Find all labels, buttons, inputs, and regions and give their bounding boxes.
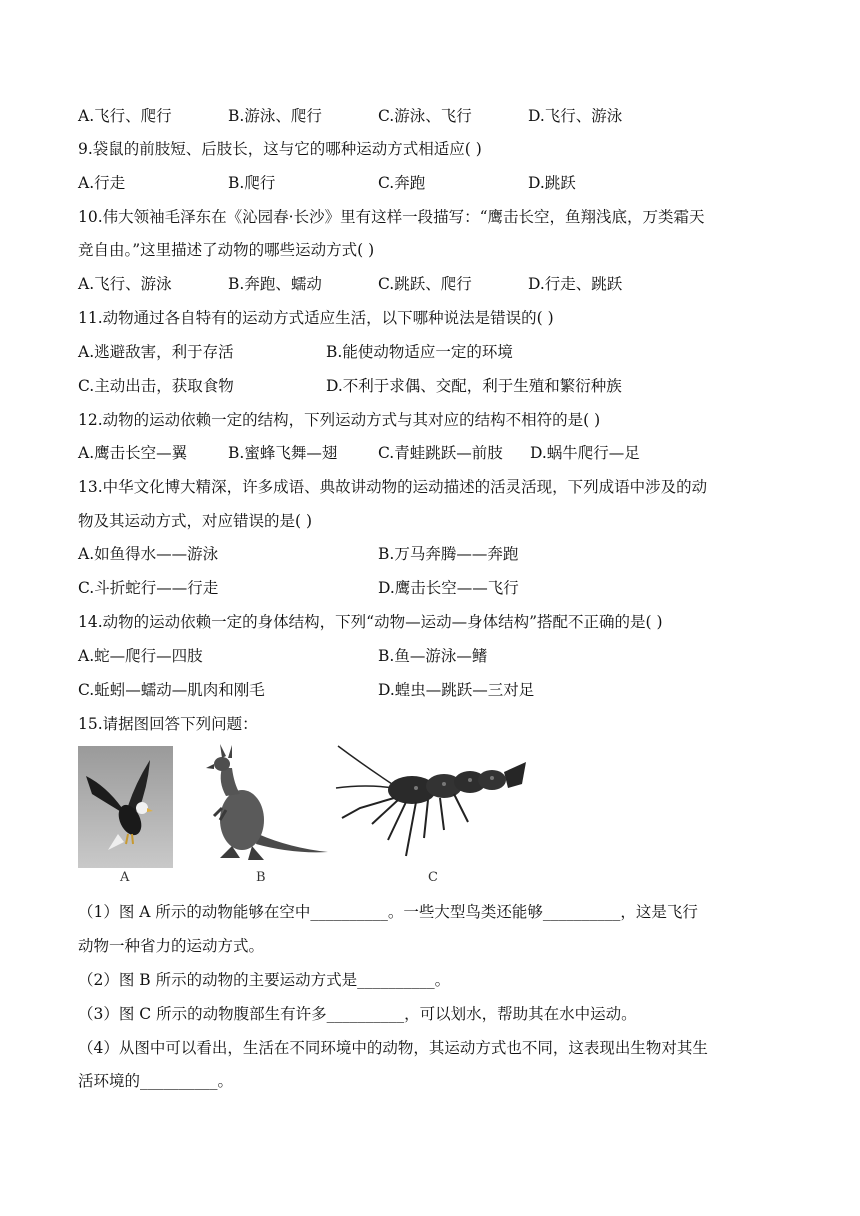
q14-option-c: C.蚯蚓—蠕动—肌肉和刚毛 — [78, 681, 265, 699]
q10-option-c: C.跳跃、爬行 — [378, 275, 472, 293]
q12-stem: 12.动物的运动依赖一定的结构，下列运动方式与其对应的结构不相符的是( ) — [78, 411, 601, 429]
q13-option-d: D.鹰击长空——飞行 — [378, 579, 519, 597]
q12-option-d: D.蜗牛爬行—足 — [530, 444, 640, 462]
q10-stem-line2: 竞自由。”这里描述了动物的哪些运动方式( ) — [78, 241, 375, 259]
q9-option-c: C.奔跑 — [378, 174, 426, 192]
eagle-image — [78, 746, 173, 868]
q10-option-b: B.奔跑、蠕动 — [228, 275, 322, 293]
figure-label-b: B — [256, 870, 266, 885]
q11-stem: 11.动物通过各自特有的运动方式适应生活，以下哪种说法是错误的( ) — [78, 309, 554, 327]
q8-option-d: D.飞行、游泳 — [528, 107, 623, 125]
q11-options-row1 — [78, 342, 798, 362]
q11-option-a: A.逃避敌害，利于存活 — [78, 343, 234, 361]
q15-sub2: （2）图 B 所示的动物的主要运动方式是__________。 — [78, 971, 451, 989]
q12-options — [78, 443, 798, 463]
q13-option-b: B.万马奔腾——奔跑 — [378, 545, 519, 563]
q10-option-a: A.飞行、游泳 — [78, 275, 172, 293]
q10-option-d: D.行走、跳跃 — [528, 275, 623, 293]
q13-options-row2 — [78, 578, 798, 598]
q12-option-b: B.蜜蜂飞舞—翅 — [228, 444, 338, 462]
q10-options — [78, 274, 798, 294]
q15-stem: 15.请据图回答下列问题： — [78, 715, 258, 733]
q15-sub3: （3）图 C 所示的动物腹部生有许多__________，可以划水，帮助其在水中运动。 — [78, 1005, 637, 1023]
q9-option-d: D.跳跃 — [528, 174, 576, 192]
q12-option-a: A.鹰击长空—翼 — [78, 444, 188, 462]
q15-sub1-line2: 动物一种省力的运动方式。 — [78, 937, 265, 955]
q10-stem-line1: 10.伟大领袖毛泽东在《沁园春·长沙》里有这样一段描写：“鹰击长空，鱼翔浅底，万类霜天 — [78, 208, 705, 226]
q12-option-c: C.青蛙跳跃—前肢 — [378, 444, 503, 462]
q9-option-b: B.爬行 — [228, 174, 276, 192]
q11-options-row2 — [78, 376, 798, 396]
lobster-image — [332, 744, 528, 868]
figure-label-c: C — [428, 870, 438, 885]
figure-label-a: A — [120, 870, 130, 885]
q15-sub1-line1: （1）图 A 所示的动物能够在空中__________。一些大型鸟类还能够__________，这是飞行 — [78, 903, 698, 921]
q9-stem: 9.袋鼠的前肢短、后肢长，这与它的哪种运动方式相适应( ) — [78, 140, 482, 158]
q14-stem: 14.动物的运动依赖一定的身体结构，下列“动物—运动—身体结构”搭配不正确的是( ) — [78, 613, 663, 631]
q8-option-c: C.游泳、飞行 — [378, 107, 472, 125]
q13-options-row1 — [78, 544, 798, 564]
q11-option-d: D.不利于求偶、交配，利于生殖和繁衍种族 — [326, 377, 622, 395]
q8-option-b: B.游泳、爬行 — [228, 107, 322, 125]
q14-options-row1 — [78, 646, 798, 666]
q14-option-b: B.鱼—游泳—鳍 — [378, 647, 488, 665]
q15-sub4-line1: （4）从图中可以看出，生活在不同环境中的动物，其运动方式也不同，这表现出生物对其生 — [78, 1039, 708, 1057]
q8-options — [78, 106, 798, 126]
q13-option-c: C.斗折蛇行——行走 — [78, 579, 219, 597]
q14-options-row2 — [78, 680, 798, 700]
q13-option-a: A.如鱼得水——游泳 — [78, 545, 219, 563]
q9-options — [78, 173, 798, 193]
q14-option-a: A.蛇—爬行—四肢 — [78, 647, 203, 665]
q13-stem-line1: 13.中华文化博大精深，许多成语、典故讲动物的运动描述的活灵活现，下列成语中涉及的动 — [78, 478, 708, 496]
q11-option-b: B.能使动物适应一定的环境 — [326, 343, 513, 361]
q15-sub4-line2: 活环境的__________。 — [78, 1072, 234, 1090]
q8-option-a: A.飞行、爬行 — [78, 107, 172, 125]
kangaroo-image — [200, 742, 332, 868]
q15-figure — [78, 742, 538, 892]
q11-option-c: C.主动出击，获取食物 — [78, 377, 234, 395]
q13-stem-line2: 物及其运动方式，对应错误的是( ) — [78, 512, 313, 530]
q14-option-d: D.蝗虫—跳跃—三对足 — [378, 681, 535, 699]
q9-option-a: A.行走 — [78, 174, 126, 192]
